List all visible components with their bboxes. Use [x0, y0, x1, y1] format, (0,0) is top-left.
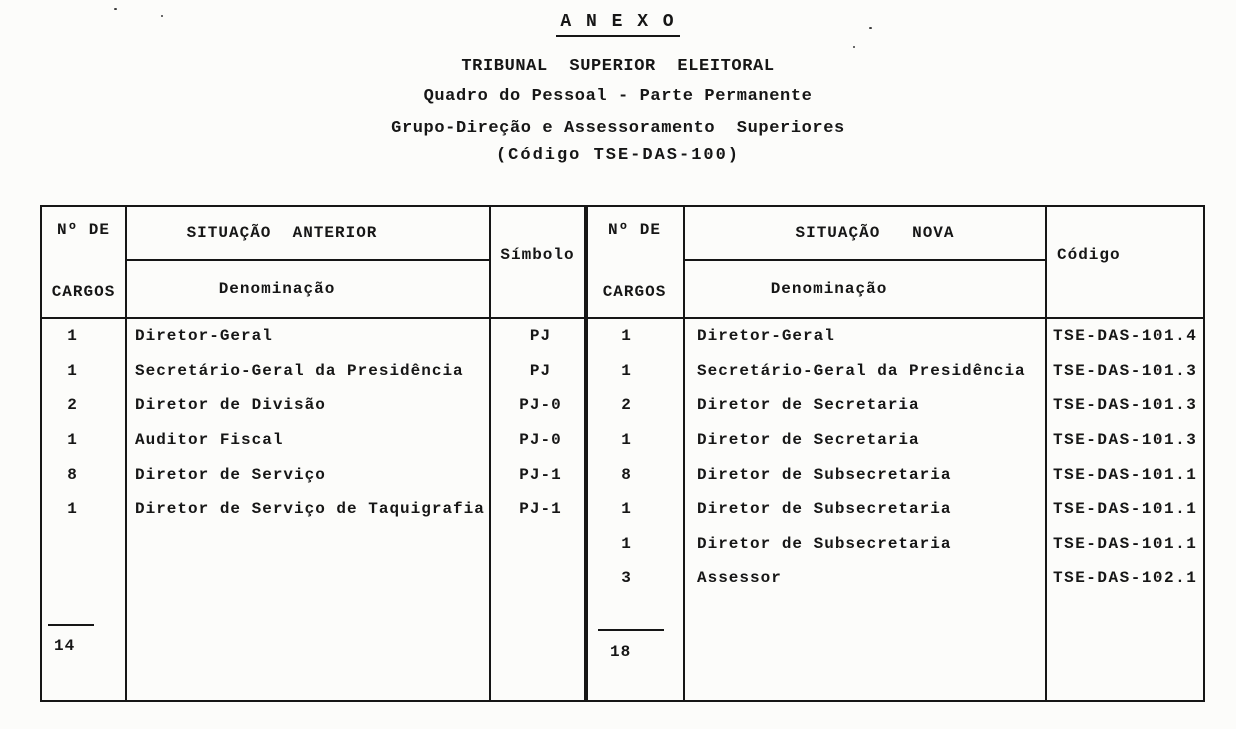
total-rule-left [48, 624, 94, 626]
cell-left-denominacao: Diretor de Serviço [135, 465, 326, 484]
header-right-count-line2: CARGOS [602, 283, 667, 301]
cell-codigo: TSE-DAS-101.4 [1053, 327, 1198, 346]
cell-codigo: TSE-DAS-101.3 [1053, 396, 1198, 415]
cell-right-denominacao: Diretor de Subsecretaria [697, 534, 952, 553]
cell-left-count [42, 527, 125, 562]
cell-right-denominacao: Diretor de Secretaria [697, 396, 920, 415]
cell-left-count: 1 [67, 431, 78, 450]
cell-left-count [42, 561, 125, 596]
total-left-value: 14 [54, 637, 76, 655]
scan-speck [853, 46, 855, 48]
header-left-count [42, 207, 125, 317]
cell-right-count: 2 [621, 396, 632, 415]
cell-right-count: 8 [621, 465, 632, 484]
staffing-table [40, 205, 1205, 702]
cell-right-denominacao: Assessor [697, 569, 782, 588]
scan-speck [869, 27, 872, 29]
header-right-count [586, 207, 683, 317]
header-situacao-nova-label: SITUAÇÃO NOVA [683, 207, 1045, 261]
cell-left-denominacao: Secretário-Geral da Presidência [135, 361, 464, 380]
table-row [42, 561, 1203, 596]
header-right-count-line1: Nº DE [607, 221, 661, 239]
cell-left-count: 1 [67, 500, 78, 519]
table-header [42, 207, 1203, 317]
table-row [42, 388, 1203, 423]
cell-left-denominacao: Diretor de Serviço de Taquigrafia [135, 500, 485, 519]
cell-codigo: TSE-DAS-101.1 [1053, 500, 1198, 519]
header-codigo: Código [1057, 246, 1121, 264]
cell-codigo: TSE-DAS-101.1 [1053, 465, 1198, 484]
annex-title-line [0, 12, 1236, 37]
doc-subtitle: Quadro do Pessoal - Parte Permanente [423, 87, 813, 106]
group-title: Grupo-Direção e Assessoramento Superiores [391, 119, 845, 138]
cell-codigo: TSE-DAS-101.3 [1053, 431, 1198, 450]
cell-right-count: 1 [621, 431, 632, 450]
header-denominacao-right: Denominação [770, 280, 888, 298]
header-situacao-nova [683, 207, 1045, 317]
header-simbolo: Símbolo [500, 246, 575, 264]
annex-title: A N E X O [556, 12, 679, 37]
cell-left-denominacao: Diretor-Geral [135, 327, 273, 346]
org-title: TRIBUNAL SUPERIOR ELEITORAL [461, 57, 775, 76]
table-row [42, 354, 1203, 389]
table-row [42, 319, 1203, 354]
cell-simbolo [489, 527, 586, 562]
cell-simbolo: PJ [529, 361, 552, 380]
cell-left-count: 1 [67, 327, 78, 346]
cell-right-denominacao: Diretor de Subsecretaria [697, 500, 952, 519]
cell-left-denominacao [125, 527, 489, 562]
cell-right-denominacao: Diretor-Geral [697, 327, 835, 346]
scan-speck [114, 8, 117, 10]
cell-right-count: 3 [621, 569, 632, 588]
header-left-count-line1: Nº DE [56, 221, 110, 239]
cell-left-count: 1 [67, 361, 78, 380]
cell-codigo: TSE-DAS-101.1 [1053, 534, 1198, 553]
table-row [42, 527, 1203, 562]
cell-right-denominacao: Secretário-Geral da Presidência [697, 361, 1026, 380]
cell-right-count: 1 [621, 500, 632, 519]
total-rule-right [598, 629, 664, 631]
cell-simbolo: PJ-0 [519, 396, 562, 415]
cell-simbolo: PJ [529, 327, 552, 346]
header-situacao-anterior [125, 207, 489, 317]
cell-codigo: TSE-DAS-101.3 [1053, 361, 1198, 380]
cell-left-count: 8 [67, 465, 78, 484]
header-situacao-anterior-label: SITUAÇÃO ANTERIOR [125, 207, 489, 261]
table-row [42, 423, 1203, 458]
table-row [42, 492, 1203, 527]
table-row [42, 457, 1203, 492]
cell-simbolo [489, 561, 586, 596]
scan-speck [161, 15, 163, 17]
cell-left-denominacao [125, 561, 489, 596]
header-left-count-line2: CARGOS [51, 283, 116, 301]
cell-right-count: 1 [621, 534, 632, 553]
cell-left-denominacao: Auditor Fiscal [135, 431, 284, 450]
cell-left-count: 2 [67, 396, 78, 415]
table-body [42, 319, 1203, 596]
cell-codigo: TSE-DAS-102.1 [1053, 569, 1198, 588]
cell-left-denominacao: Diretor de Divisão [135, 396, 326, 415]
cell-simbolo: PJ-1 [519, 500, 562, 519]
cell-simbolo: PJ-1 [519, 465, 562, 484]
cell-right-denominacao: Diretor de Subsecretaria [697, 465, 952, 484]
total-right-value: 18 [610, 643, 632, 661]
cell-right-count: 1 [621, 361, 632, 380]
header-denominacao-left: Denominação [218, 280, 336, 298]
cell-right-denominacao: Diretor de Secretaria [697, 431, 920, 450]
cell-right-count: 1 [621, 327, 632, 346]
group-code: (Código TSE-DAS-100) [495, 146, 741, 165]
cell-simbolo: PJ-0 [519, 431, 562, 450]
